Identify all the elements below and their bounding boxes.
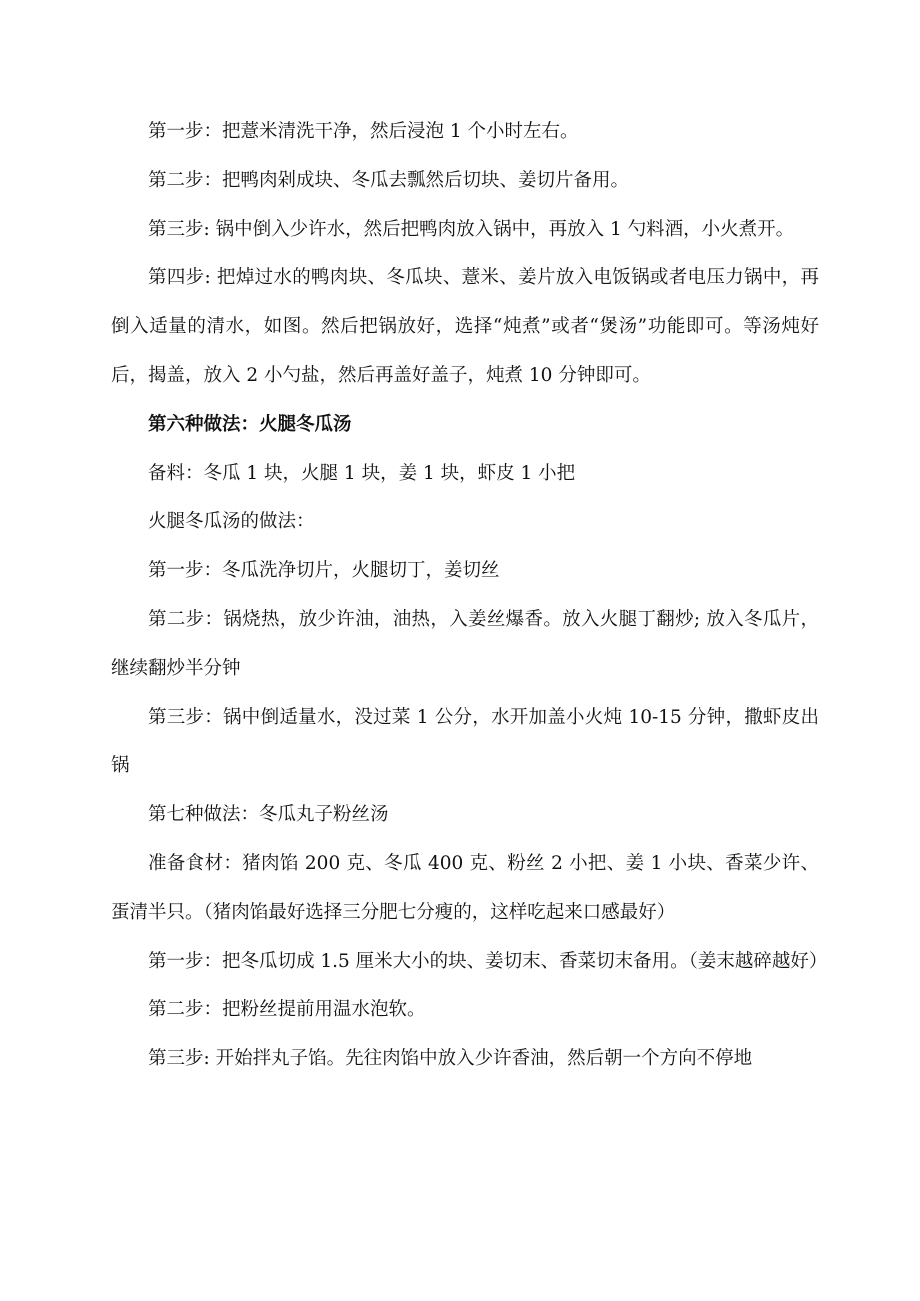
paragraph-step-2-cut-duck: 第二步：把鸭肉剁成块、冬瓜去瓢然后切块、姜切片备用。 xyxy=(148,169,630,191)
paragraph-method-6-step-2: 第二步：锅烧热，放少许油，油热，入姜丝爆香。放入火腿丁翻炒; 放入冬瓜片，继续翻炒半分钟 xyxy=(111,608,819,679)
paragraph-method-7-step-2: 第二步：把粉丝提前用温水泡软。 xyxy=(148,999,426,1021)
paragraph-step-3-boil-duck: 第三步: 锅中倒入少许水，然后把鸭肉放入锅中，再放入 1 勺料酒，小火煮开。 xyxy=(148,218,795,240)
paragraph-method-6-step-3: 第三步：锅中倒适量水，没过菜 1 公分，水开加盖小火炖 10-15 分钟，撒虾皮出锅 xyxy=(111,706,819,777)
paragraph-method-7-step-3: 第三步: 开始拌丸子馅。先往肉馅中放入少许香油，然后朝一个方向不停地 xyxy=(148,1048,753,1070)
paragraph-ingredients-method-7: 准备食材：猪肉馅 200 克、冬瓜 400 克、粉丝 2 小把、姜 1 小块、香菜少许、蛋清半只。（猪肉馅最好选择三分肥七分瘦的，这样吃起来口感最好） xyxy=(111,852,819,923)
section-heading-method-7: 第七种做法：冬瓜丸子粉丝汤 xyxy=(148,804,389,826)
document-body xyxy=(111,108,828,1084)
paragraph-method-6-intro: 火腿冬瓜汤的做法： xyxy=(148,511,315,533)
paragraph-method-6-step-1: 第一步：冬瓜洗净切片，火腿切丁，姜切丝 xyxy=(148,560,500,582)
paragraph-step-4-stew: 第四步: 把焯过水的鸭肉块、冬瓜块、薏米、姜片放入电饭锅或者电压力锅中，再倒入适量的清水，如图。然后把锅放好，选择“炖煮”或者“煲汤”功能即可。等汤炖好后，揭盖，放入 2 小勺盐，然后再盖好盖子，炖煮 10 分钟即可。 xyxy=(111,267,819,386)
paragraph-ingredients-method-6: 备料：冬瓜 1 块，火腿 1 块，姜 1 块，虾皮 1 小把 xyxy=(148,462,576,484)
paragraph-step-1-soak-barley: 第一步：把薏米清洗干净，然后浸泡 1 个小时左右。 xyxy=(148,121,579,142)
paragraph-method-7-step-1: 第一步：把冬瓜切成 1.5 厘米大小的块、姜切末、香菜切末备用。（姜末越碎越好） xyxy=(148,950,828,972)
section-heading-method-6: 第六种做法：火腿冬瓜汤 xyxy=(148,413,352,435)
